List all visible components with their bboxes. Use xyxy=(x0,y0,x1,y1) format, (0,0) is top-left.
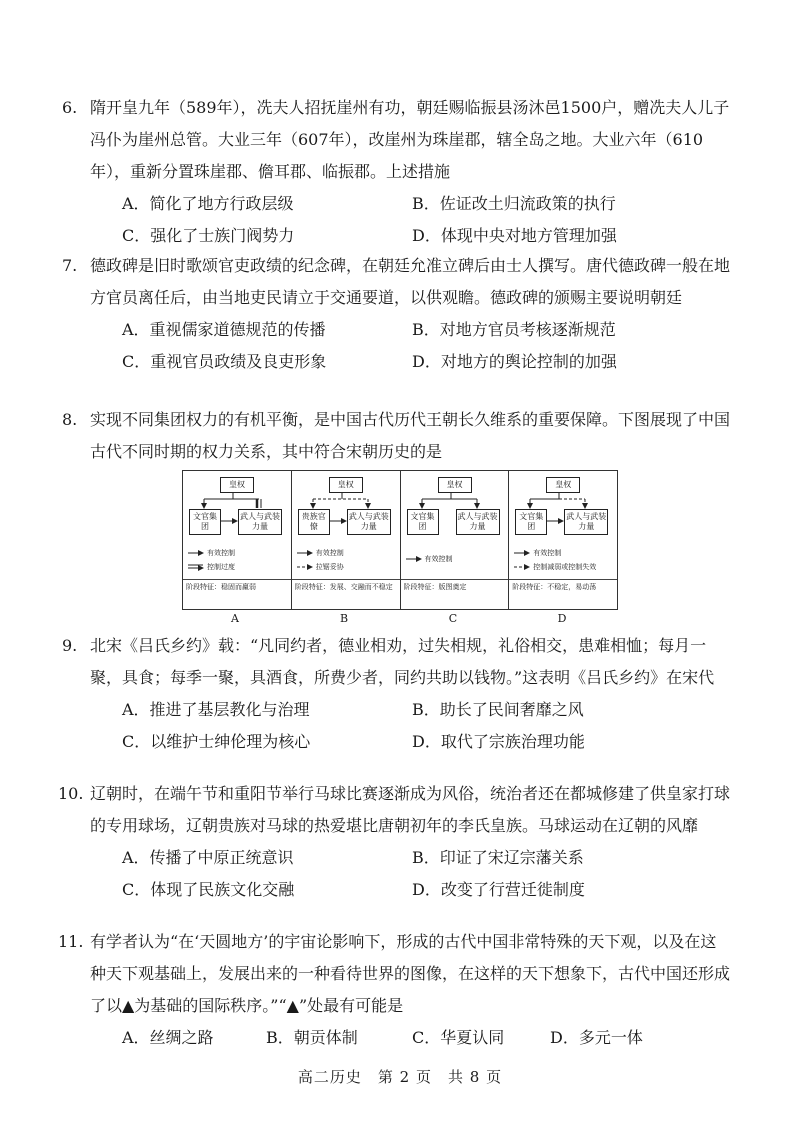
option-d[interactable]: D．体现中央对地方管理加强 xyxy=(412,226,617,245)
page-footer: 高二历史 第 2 页 共 8 页 xyxy=(297,1068,503,1086)
question-6 xyxy=(62,92,730,252)
stage-feature: 阶段特征：发展、交融而不稳定 xyxy=(292,579,400,609)
question-8 xyxy=(62,404,731,468)
legend-dashed: 控制减弱或控制失效 xyxy=(533,563,597,571)
question-stem: 实现不同集团权力的有机平衡，是中国古代历代王朝长久维系的重要保障。下图展现了中国古代不同时期的权力关系，其中符合宋朝历史的是 xyxy=(90,410,731,461)
option-c[interactable]: C．体现了民族文化交融 xyxy=(122,880,295,899)
options-row-2 xyxy=(90,346,730,378)
question-number: 9. xyxy=(62,636,78,655)
option-a[interactable]: A．重视儒家道德规范的传播 xyxy=(122,320,326,339)
option-d[interactable]: D．改变了行营迁徙制度 xyxy=(412,880,585,899)
question-10 xyxy=(58,778,731,906)
left-group-box: 文官集团 xyxy=(515,509,547,535)
option-d[interactable]: D．对地方的舆论控制的加强 xyxy=(412,352,617,371)
panel-label-b[interactable]: B xyxy=(339,612,349,625)
question-stem: 辽朝时，在端午节和重阳节举行马球比赛逐渐成为风俗，统治者还在都城修建了供皇家打球的专用球场，辽朝贵族对马球的热爱堪比唐朝初年的李氏皇族。马球运动在辽朝的风靡 xyxy=(90,784,731,835)
question-number: 7. xyxy=(62,256,78,275)
question-number: 11. xyxy=(58,932,84,951)
imperial-power-box: 皇权 xyxy=(438,477,472,493)
option-c[interactable]: C．以维护士绅伦理为核心 xyxy=(122,732,311,751)
stage-feature: 阶段特征：版图奠定 xyxy=(401,579,509,609)
panel-label-c[interactable]: C xyxy=(448,612,458,625)
options-row-1 xyxy=(90,694,730,726)
question-stem: 北宋《吕氏乡约》载：“凡同约者，德业相劝，过失相规，礼俗相交，患难相恤；每月一聚，具食；每季一聚，具酒食，所费少者，同约共助以钱物。”这表明《吕氏乡约》在宋代 xyxy=(90,636,715,687)
options-row-1 xyxy=(90,314,730,346)
options-row-2 xyxy=(90,726,730,758)
option-c[interactable]: C．重视官员政绩及良吏形象 xyxy=(122,352,327,371)
option-b[interactable]: B．朝贡体制 xyxy=(266,1028,358,1047)
question-stem: 有学者认为“在‘天圆地方’的宇宙论影响下，形成的古代中国非常特殊的天下观，以及在这种天下观基础上，发展出来的一种看待世界的图像，在这样的天下想象下，古代中国还形成了以▲为基础的国际秩序。”“▲”处最有可能是 xyxy=(90,932,731,1015)
stage-feature: 阶段特征：稳固而羸弱 xyxy=(183,579,291,609)
right-group-box: 武人与武装力量 xyxy=(347,509,391,535)
imperial-power-box: 皇权 xyxy=(329,477,363,493)
option-b[interactable]: B．佐证改土归流政策的执行 xyxy=(412,194,616,213)
power-relations-figure xyxy=(182,470,618,610)
option-b[interactable]: B．对地方官员考核逐渐规范 xyxy=(412,320,616,339)
left-group-box: 贵族官僚 xyxy=(298,509,330,535)
question-number: 6. xyxy=(62,98,78,117)
figure-panel-c xyxy=(401,471,510,609)
options-row-2 xyxy=(90,874,730,906)
right-group-box: 武人与武装力量 xyxy=(238,509,282,535)
option-c[interactable]: C．华夏认同 xyxy=(412,1028,505,1047)
legend-solid: 有效控制 xyxy=(207,549,235,557)
options-row-1 xyxy=(90,188,730,220)
figure-panel-b xyxy=(292,471,401,609)
question-9 xyxy=(62,630,730,758)
legend-solid: 有效控制 xyxy=(424,555,453,563)
question-11 xyxy=(58,926,731,1054)
stage-feature: 阶段特征：不稳定，易动荡 xyxy=(509,579,617,609)
question-7 xyxy=(62,250,731,378)
option-c[interactable]: C．强化了士族门阀势力 xyxy=(122,226,295,245)
options-row xyxy=(90,1022,730,1054)
option-b[interactable]: B．助长了民间奢靡之风 xyxy=(412,700,584,719)
imperial-power-box: 皇权 xyxy=(220,477,254,493)
legend-solid: 有效控制 xyxy=(315,549,344,557)
question-stem: 隋开皇九年（589年），冼夫人招抚崖州有功，朝廷赐临振县汤沐邑1500户，赠冼夫人儿子冯仆为崖州总管。大业三年（607年），改崖州为珠崖郡，辖全岛之地。大业六年（610年），重新分置珠崖郡、儋耳郡、临振郡。上述措施 xyxy=(90,98,730,181)
option-b[interactable]: B．印证了宋辽宗藩关系 xyxy=(412,848,584,867)
option-a[interactable]: A．传播了中原正统意识 xyxy=(122,848,294,867)
option-d[interactable]: D．取代了宗族治理功能 xyxy=(412,732,585,751)
imperial-power-box: 皇权 xyxy=(546,477,580,493)
left-group-box: 文官集团 xyxy=(189,509,221,535)
left-group-box: 文官集团 xyxy=(407,509,439,535)
right-group-box: 武人与武装力量 xyxy=(456,509,500,535)
legend-dashed: 拉锯妥协 xyxy=(315,563,344,571)
option-a[interactable]: A．推进了基层教化与治理 xyxy=(122,700,310,719)
question-stem: 德政碑是旧时歌颂官吏政绩的纪念碑，在朝廷允准立碑后由士人撰写。唐代德政碑一般在地方官员离任后，由当地吏民请立于交通要道，以供观瞻。德政碑的颁赐主要说明朝廷 xyxy=(90,256,731,307)
question-number: 8. xyxy=(62,410,78,429)
option-a[interactable]: A．丝绸之路 xyxy=(122,1028,214,1047)
question-number: 10. xyxy=(58,784,84,803)
figure-panel-d xyxy=(509,471,617,609)
figure-panel-a xyxy=(183,471,292,609)
options-row-2 xyxy=(90,220,730,252)
options-row-1 xyxy=(90,842,730,874)
right-group-box: 武人与武装力量 xyxy=(564,509,608,535)
panel-label-d[interactable]: D xyxy=(557,612,567,625)
panel-label-a[interactable]: A xyxy=(231,612,239,625)
option-d[interactable]: D．多元一体 xyxy=(550,1028,643,1047)
legend-solid: 有效控制 xyxy=(533,549,562,557)
option-a[interactable]: A．简化了地方行政层级 xyxy=(122,194,294,213)
legend-double: 控制过度 xyxy=(207,563,235,571)
